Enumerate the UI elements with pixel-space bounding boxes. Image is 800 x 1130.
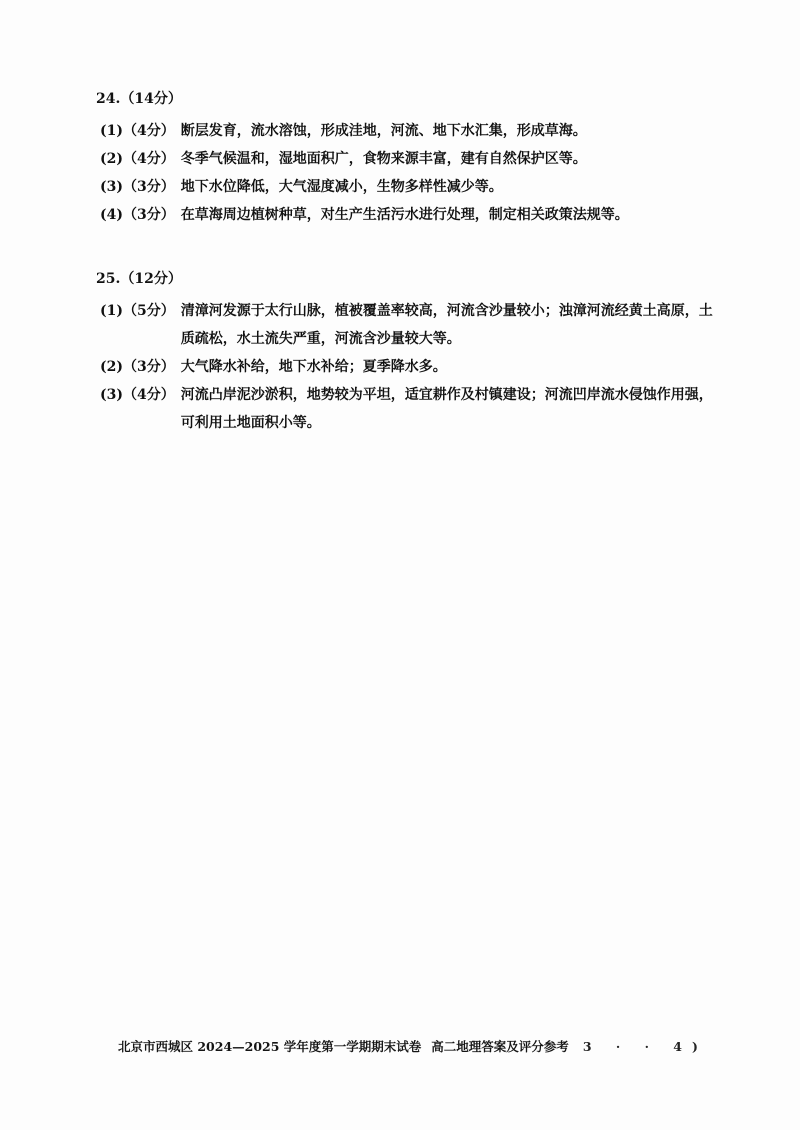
item-number: (3)（3分） — [100, 179, 175, 195]
footer-page-marker: 3 · · 4) — [582, 1039, 708, 1054]
item-answer: 断层发育，流水溶蚀，形成洼地，河流、地下水汇集，形成草海。 — [180, 123, 587, 139]
item-answer: 清漳河发源于太行山脉，植被覆盖率较高，河流含沙量较小；浊漳河流经黄土高原，土质疏松，水土流失严重，河流含沙量较大等。 — [180, 303, 713, 347]
answer-item — [100, 201, 716, 229]
item-answer: 冬季气候温和，湿地面积广，食物来源丰富，建有自然保护区等。 — [180, 151, 587, 167]
answer-item — [100, 173, 716, 201]
item-number: (2)（3分） — [100, 359, 175, 375]
answer-item — [100, 297, 716, 353]
item-answer: 大气降水补给，地下水补给；夏季降水多。 — [180, 359, 447, 375]
footer-exam-title: 北京市西城区 2024—2025 学年度第一学期期末试卷 — [118, 1039, 422, 1054]
question-header: 24.（14分） — [96, 91, 182, 107]
footer-doc-title: 高二地理答案及评分参考 — [431, 1039, 569, 1054]
page-footer — [118, 1037, 718, 1057]
answer-item — [100, 117, 716, 145]
question-24 — [96, 88, 716, 229]
item-number: (1)（5分） — [100, 303, 175, 319]
item-answer: 地下水位降低，大气湿度减小，生物多样性减少等。 — [180, 179, 503, 195]
item-answer: 在草海周边植树种草，对生产生活污水进行处理，制定相关政策法规等。 — [180, 207, 629, 223]
answer-item — [100, 145, 716, 173]
item-number: (4)（3分） — [100, 207, 175, 223]
item-number: (2)（4分） — [100, 151, 175, 167]
item-number: (3)（4分） — [100, 387, 175, 403]
item-answer: 河流凸岸泥沙淤积，地势较为平坦，适宜耕作及村镇建设；河流凹岸流水侵蚀作用强，可利用土地面积小等。 — [180, 387, 713, 431]
question-header: 25.（12分） — [96, 271, 182, 287]
question-25 — [96, 268, 716, 437]
answer-item — [100, 381, 716, 437]
answer-item — [100, 353, 716, 381]
item-number: (1)（4分） — [100, 123, 175, 139]
